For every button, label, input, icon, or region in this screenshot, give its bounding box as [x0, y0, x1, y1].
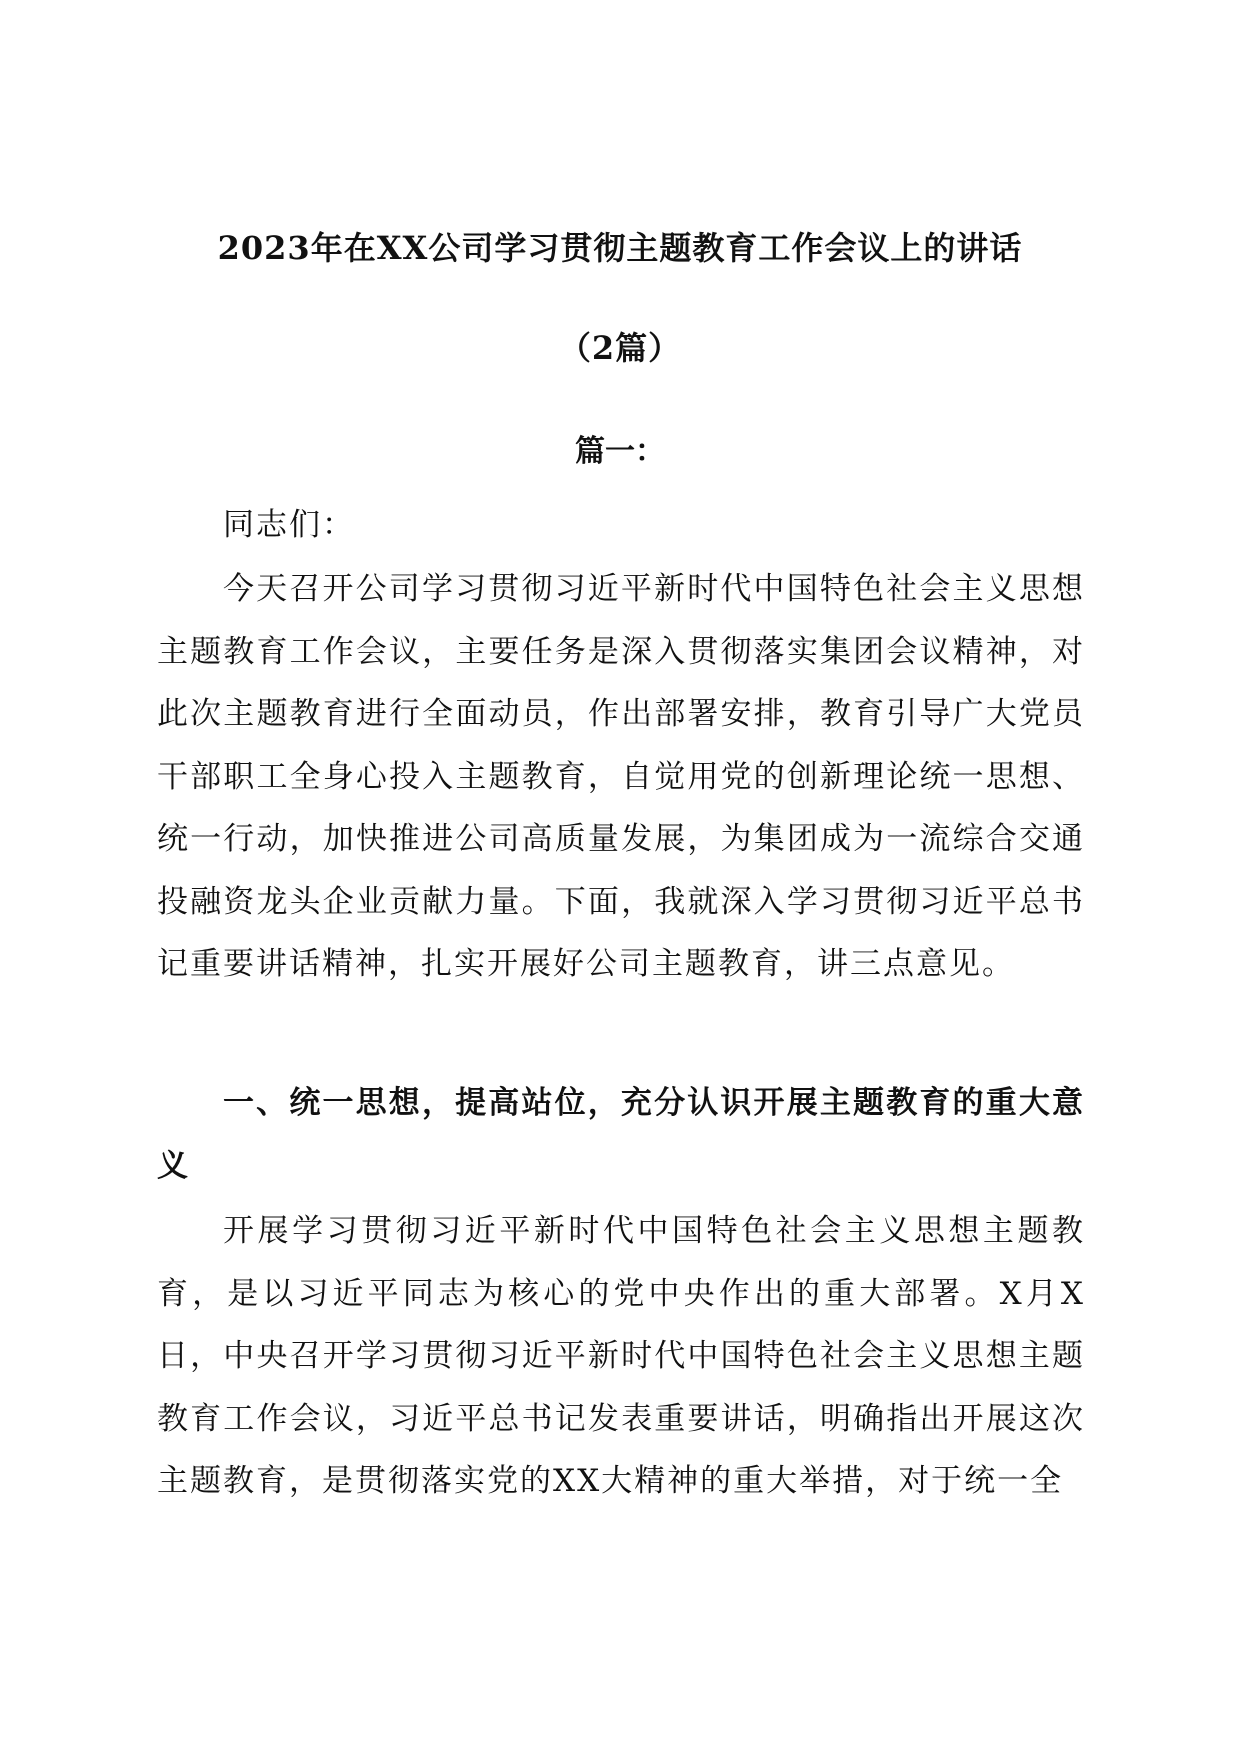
- document-title: 2023年在XX公司学习贯彻主题教育工作会议上的讲话: [217, 229, 1023, 267]
- paragraph-intro: 今天召开公司学习贯彻习近平新时代中国特色社会主义思想主题教育工作会议，主要任务是深入贯彻落实集团会议精神，对此次主题教育进行全面动员，作出部署安排，教育引导广大党员干部职工全身心投入主题教育，自觉用党的创新理论统一思想、统一行动，加快推进公司高质量发展，为集团成为一流综合交通投融资龙头企业贡献力量。下面，我就深入学习贯彻习近平总书记重要讲话精神，扎实开展好公司主题教育，讲三点意见。: [157, 571, 1085, 982]
- section-heading-1: 一、统一思想，提高站位，充分认识开展主题教育的重大意义: [157, 1085, 1085, 1184]
- paragraph-section1: 开展学习贯彻习近平新时代中国特色社会主义思想主题教育，是以习近平同志为核心的党中央作出的重大部署。X月X日，中央召开学习贯彻习近平新时代中国特色社会主义思想主题教育工作会议，习近平总书记发表重要讲话，明确指出开展这次主题教育，是贯彻落实党的XX大精神的重大举措，对于统一全: [157, 1213, 1085, 1499]
- part-heading: 篇一：: [575, 434, 665, 469]
- greeting: 同志们：: [223, 507, 355, 543]
- document-subtitle: （2篇）: [558, 329, 682, 367]
